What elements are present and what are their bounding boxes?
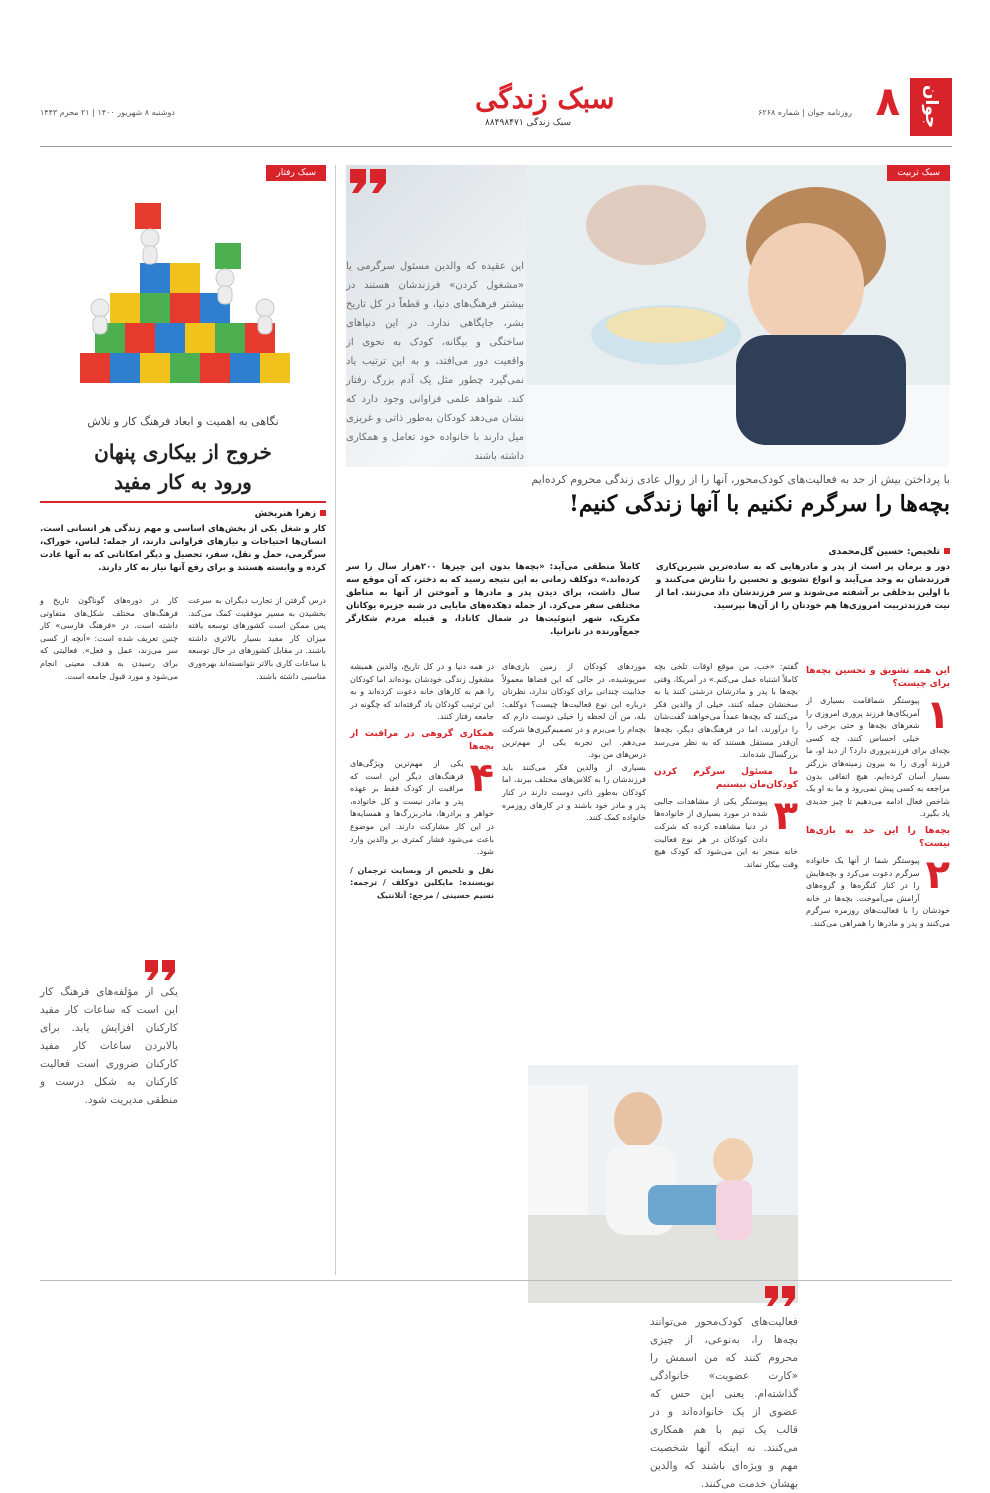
article-lead-right: دور و برمان پر است از پدر و مادرهایی که به ساده‌ترین شیرین‌کاری فرزندشان به وجد می‌آیند و انواع تشویق و تحسین را نثارش می‌کنند و با اولین بدخلقی بر آشفته می‌شوند و سر فرزندشان داد می‌زنند. اما از نیت فرزندتربیت امروزی‌ها هم خودتان را از آن‌ها بپرسید.	[656, 562, 950, 611]
body-paragraph: پیوستگر شما از آنها یک خانواده سرگرم دعوت می‌کرد و بچه‌هایش را در کنار کنگره‌ها و گروه‌های آرامش می‌آموخت. بچه‌ها در خانه خودشان را با فعالیت‌های روزمره سرگرم می‌کنند و پدر و مادرها را همراهی می‌کنند.	[806, 855, 950, 928]
side-body-column-1: درس گرفتن از تجارب دیگران به سرعت بخشیدن به مسیر موفقیت کمک می‌کند. پس ممکن است کشورهای توسعه یافته میزان کار مفید بسیار بالاتری داشته باشند. در مقابل کشورهای در حال توسعه با ساعات کاری بالاتر نتوانسته‌اند بهره‌وری مناسبی داشته باشند.	[188, 596, 326, 681]
section-heading: همکاری گروهی در مراقبت از بچه‌ها	[350, 728, 494, 752]
date-line: دوشنبه ۸ شهریور ۱۴۰۰ | ۲۱ محرم ۱۴۴۳	[40, 108, 175, 117]
side-byline	[255, 509, 326, 519]
hero-pull-quote: این عقیده که والدین مسئول سرگرمی یا «مشغول کردن» فرزندشان هستند در بیشتر فرهنگ‌های دنیا، و قطعاً در کل تاریخ بشر، جایگاهی ندارد. در این دنیاهای ساختگی و بیگانه، کودک به نحوی از واقعیت دور می‌افتد، و به این ترتیب یاد نمی‌گیرد چطور مثل یک آدم بزرگ رفتار کند. شواهد علمی فراوانی وجود دارد که نشان می‌دهد کودکان به‌طور ذاتی و غریزی میل دارند با خانواده خود تعامل و همکاری داشته باشند	[346, 261, 524, 462]
side-headline-line-1: خروج از بیکاری پنهان	[94, 440, 272, 464]
section-contact: سبک زندگی ۸۸۴۹۸۴۷۱	[485, 118, 572, 128]
page-number: ۸	[875, 79, 900, 125]
section-logo: سبک زندگی	[475, 82, 615, 115]
laundry-illustration	[528, 1065, 798, 1303]
quote-mark-icon	[142, 957, 178, 983]
bottom-divider	[40, 1280, 952, 1281]
article-byline	[828, 547, 950, 557]
top-divider	[40, 146, 952, 147]
teamwork-blocks-image	[40, 183, 326, 399]
body-paragraph: موردهای کودکان از زمین بازی‌های سرپوشیده، در حالی که این فضاها معمولاً جذابیت چندانی برای کودکان ندارد، نظرتان درباره این نوع فعالیت‌ها چیست؟ دوکلف: بله، من آن لحظه را خیلی دوست دارم که بچه‌ام را می‌برم و در تصمیم‌گیری‌ها شرکت می‌دهم. این تجربه یکی از مهم‌ترین درس‌های من بود.	[502, 662, 646, 760]
hero-photo	[346, 165, 950, 467]
article-headline[interactable]: بچه‌ها را سرگرم نکنیم با آنها زندگی کنیم!	[569, 491, 950, 517]
article-lead-left: کاملاً منطقی می‌آید: «بچه‌ها بدون این چیزها ۲۰۰هزار سال را سر کرده‌اند.» دوکلف زمانی به این نتیجه رسید که به دختر، که آن موقع سه سال داشت، برای دیدن پدر و مادرها و آموختن از آنها به مناطق مختلفی سفر می‌کرد. از جمله دهکده‌های مایایی در شبه جزیره یوکاتان مکزیک، شهر اینوئیت‌ها در شمال کانادا، و قبیله مردم شکارگر جمع‌آورنده در تانزانیا.	[346, 562, 640, 637]
side-divider	[40, 501, 326, 503]
body-paragraph: در همه دنیا و در کل تاریخ، والدین همیشه مشغول زندگی خودشان بوده‌اند اما کودکان را هم به کارهای خانه دعوت کرده‌اند و به این ترتیب کودکان یاد گرفته‌اند که چگونه در جامعه رفتار کنند.	[350, 662, 494, 722]
byline-text: تلخیص: حسین گل‌محمدی	[828, 547, 940, 557]
body-column-4	[350, 661, 494, 903]
body-paragraph: بسیاری از والدین فکر می‌کنند باید فرزندشان را به کلاس‌های مختلف ببرند، اما کودکان به‌طور ذاتی دوست دارند در کنار پدر و مادر خود باشند و در کارهای روزمره خانواده کمک کنند.	[502, 762, 646, 823]
section-number: ۳	[773, 792, 798, 839]
body-paragraph: پیوستگر شماقامت بسیاری از آمریکای‌ها فرزند پروری امروزی را شعرهای بچه‌ها و حتی برخی را خیلی احساس کنند، چه کسی بچه‌ای برای فرزندپروری دارد؟ از دید او، ما فرزند آوری را به بیرون زمینه‌های بزرگتر بسیار آسان کرده‌ایم. هیچ اتفاقی بدون مراجعه به کسی پیش نمی‌رود و ما به او یک شاخص فعال ادامه می‌دهیم تا چیز جدیدی یاد بگیرد.	[806, 696, 950, 819]
side-kicker: نگاهی به اهمیت و ابعاد فرهنگ کار و تلاش	[87, 415, 279, 428]
section-number: ۴	[469, 754, 494, 801]
laundry-photo	[528, 1065, 798, 1303]
issue-line: روزنامه جوان | شماره ۶۲۶۸	[758, 108, 852, 117]
section-tab[interactable]: سبک رفتار	[266, 165, 326, 181]
body-column-1	[806, 661, 950, 931]
section-heading: بچه‌ها را این حد به بازی‌ها نیست؟	[806, 825, 950, 849]
section-heading: این همه تشویق و تحسین بچه‌ها برای چیست؟	[806, 666, 950, 689]
body-paragraph: یکی از مهم‌ترین ویژگی‌های فرهنگ‌های دیگر این است که مراقبت از کودک فقط بر عهده پدر و مادر نیست و کل خانواده، خواهر و برادرها، مادربزرگ‌ها و همسایه‌ها در این کار مشارکت دارند. این موضوع باعث می‌شود فشار کمتری بر والدین وارد شود.	[350, 758, 494, 857]
newspaper-logo[interactable]: جوان	[910, 78, 952, 136]
section-number: ۱	[925, 692, 950, 738]
side-headline[interactable]	[40, 437, 326, 497]
byline-text: زهرا هنربخش	[254, 509, 316, 519]
article-body	[346, 661, 950, 1490]
column-divider	[335, 165, 336, 1275]
section-heading: ما مسئول سرگرم کردن کودکان‌مان نیستیم	[654, 766, 798, 790]
side-body-column-2: کار در دوره‌های گوناگون تاریخ و فرهنگ‌های مختلف شکل‌های متفاوتی داشته است. در «فرهنگ فارسی» کار چنین تعریف شده است: «آنچه از کسی سر می‌زند، عمل و فعل». فعالیتی که برای رسیدن به هدف معینی انجام می‌شود و مورد قبول جامعه است.	[40, 596, 178, 681]
section-number: ۲	[925, 851, 950, 898]
body-column-3	[502, 661, 646, 825]
quote-mark-icon	[762, 1283, 798, 1309]
article-credit: نقل و تلخیص از وبسایت ترجمان / نویسنده: مایکلین دوکلف / ترجمه: نسیم حسینی / مرجع: آتلانتیک	[350, 865, 494, 900]
quote-mark-icon	[346, 165, 390, 195]
section-tab[interactable]: سبک تربیت	[887, 165, 950, 181]
side-lead: کار و شغل یکی از بخش‌های اساسی و مهم زندگی هر انسانی است. انسان‌ها احتیاجات و نیازهای فراوانی دارند، از جمله: لباس، خوراک، سرگرمی، حمل و نقل، سفر، تحصیل و دیگر امکاناتی که به آنها عادت کرده و وابسته هستند و برای رفع آنها نیاز به کار دارند.	[40, 524, 326, 573]
body-paragraph: گفتم: «خب، من موقع اوقات تلخی بچه کاملاً اشتباه عمل می‌کنم.» در آمریکا، وقتی بچه‌ها با پدر و مادرشان درشتی کنند یا به سخنشان جمله کنند، خیلی از والدین فکر می‌کنند که بچه‌ها عمداً می‌خواهند گفت‌شان را درآورند، اما در فرهنگ‌های دیگر، بچه‌ها آن‌قدر مستقل هستند که به نظر می‌رسد بزرگسال شده‌اند.	[654, 662, 798, 760]
blocks-illustration	[40, 183, 326, 399]
masthead	[40, 78, 952, 140]
article-subhead: با پرداختن بیش از حد به فعالیت‌های کودک‌محور، آنها را از روال عادی زندگی محروم کرده‌ایم	[531, 473, 950, 486]
pull-quote: فعالیت‌های کودک‌محور می‌توانند بچه‌ها را، به‌نوعی، از چیزی محروم کنند که من اسمش را «کارت عضویت» خانوادگی گذاشته‌ام. یعنی این حس که عضوی از یک خانواده‌اند و در قالب یک تیم با هم همکاری می‌کنند. نه اینکه آنها شخصیت مهم و ویژه‌ای باشند که والدین بهشان خدمت می‌کنند.	[650, 1316, 798, 1490]
body-paragraph: پیوستگر یکی از مشاهدات جالبی شده در مورد بسیاری از خانواده‌ها در دنیا مشاهده کرده که شرکت دادن کودکان در هر نوع فعالیت خانه منجر به این می‌شود که کودک هیچ وقت بیکار نماند.	[654, 796, 798, 869]
body-column-2	[654, 661, 798, 871]
side-pull-quote: یکی از مؤلفه‌های فرهنگ کار این است که ساعات کار مفید کارکنان افزایش یابد. برای بالابردن ساعات کار مفید کارکنان ضروری است فعالیت کارکنان به شکل درست و منطقی مدیریت شود.	[40, 986, 178, 1106]
side-headline-line-2: ورود به کار مفید	[114, 470, 252, 494]
